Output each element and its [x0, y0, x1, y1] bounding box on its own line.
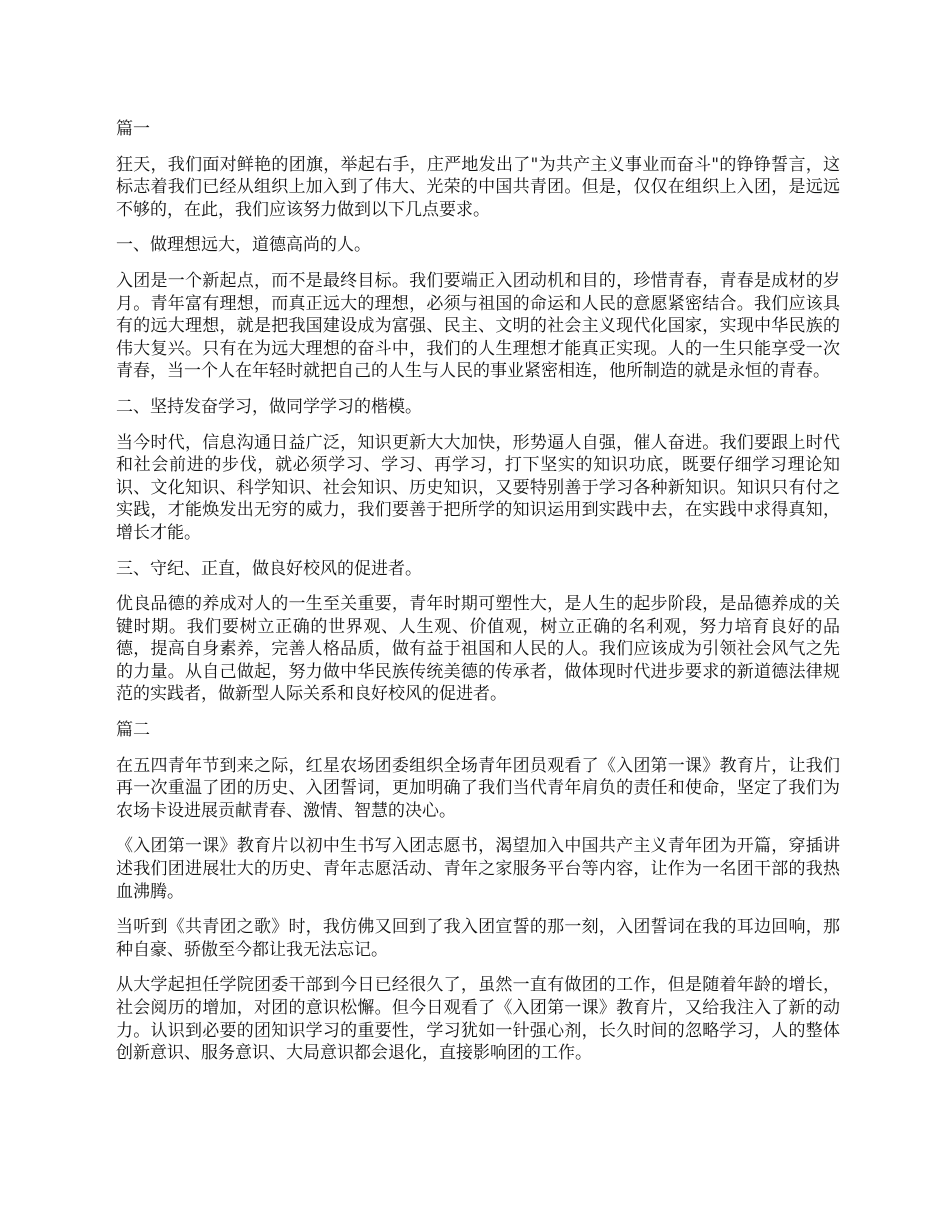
document-page [116, 118, 840, 1078]
section-title-part-two: 篇二 [116, 720, 150, 741]
point-heading-ideals: 一、做理想远大，道德高尚的人。 [116, 235, 371, 256]
section-title-part-one: 篇一 [116, 119, 150, 139]
point-heading-study: 二、坚持发奋学习，做同学学习的楷模。 [116, 396, 422, 417]
paragraph-oath-intro: 狂天，我们面对鲜艳的团旗，举起右手，庄严地发出了"为共产主义事业而奋斗"的铮铮誓言，这标志着我们已经从组织上加入到了伟大、光荣的中国共青团。但是，仅仅在组织上入团，是远远不够的，在此，我们应该努力做到以下几点要求。 [116, 154, 840, 220]
point-heading-discipline: 三、守纪、正直，做良好校风的促进者。 [116, 558, 422, 579]
paragraph-reflection: 从大学起担任学院团委干部到今日已经很久了，虽然一直有做团的工作，但是随着年龄的增长，社会阅历的增加，对团的意识松懈。但今日观看了《入团第一课》教育片，又给我注入了新的动力。认识到必要的团知识学习的重要性，学习犹如一针强心剂，长久时间的忽略学习，人的整体创新意识、服务意识、大局意识都会退化，直接影响团的工作。 [116, 975, 840, 1064]
paragraph-discipline: 优良品德的养成对人的一生至关重要，青年时期可塑性大，是人生的起步阶段，是品德养成的关键时期。我们要树立正确的世界观、人生观、价值观，树立正确的名利观，努力培育良好的品德，提高自身素养，完善人格品质，做有益于祖国和人民的人。我们应该成为引领社会风气之先的力量。从自己做起，努力做中华民族传统美德的传承者，做体现时代进步要求的新道德法律规范的实践者，做新型人际关系和良好校风的促进者。 [116, 594, 840, 705]
paragraph-ideals: 入团是一个新起点，而不是最终目标。我们要端正入团动机和目的，珍惜青春，青春是成材的岁月。青年富有理想，而真正远大的理想，必须与祖国的命运和人民的意愿紧密结合。我们应该具有的远大理想，就是把我国建设成为富强、民主、文明的社会主义现代化国家，实现中华民族的伟大复兴。只有在为远大理想的奋斗中，我们的人生理想才能真正实现。人的一生只能享受一次青春，当一个人在年轻时就把自己的人生与人民的事业紧密相连，他所制造的就是永恒的青春。 [116, 270, 840, 382]
paragraph-youth-day: 在五四青年节到来之际，红星农场团委组织全场青年团员观看了《入团第一课》教育片，让我们再一次重温了团的历史、入团誓词，更加明确了我们当代青年肩负的责任和使命，坚定了我们为农场卡设进展贡献青春、激情、智慧的决心。 [116, 755, 840, 821]
paragraph-song: 当听到《共青团之歌》时，我仿佛又回到了我入团宣誓的那一刻，入团誓词在我的耳边回响，那种自豪、骄傲至今都让我无法忘记。 [116, 917, 840, 960]
paragraph-study: 当今时代，信息沟通日益广泛，知识更新大大加快，形势逼人自强，催人奋进。我们要跟上时代和社会前进的步伐，就必须学习、学习、再学习，打下坚实的知识功底，既要仔细学习理论知识、文化知识、科学知识、社会知识、历史知识，又要特别善于学习各种新知识。知识只有付之实践，才能焕发出无穷的威力，我们要善于把所学的知识运用到实践中去，在实践中求得真知，增长才能。 [116, 432, 840, 543]
paragraph-film-content: 《入团第一课》教育片以初中生书写入团志愿书，渴望加入中国共产主义青年团为开篇，穿插讲述我们团进展壮大的历史、青年志愿活动、青年之家服务平台等内容，让作为一名团干部的我热血沸腾。 [116, 836, 840, 902]
